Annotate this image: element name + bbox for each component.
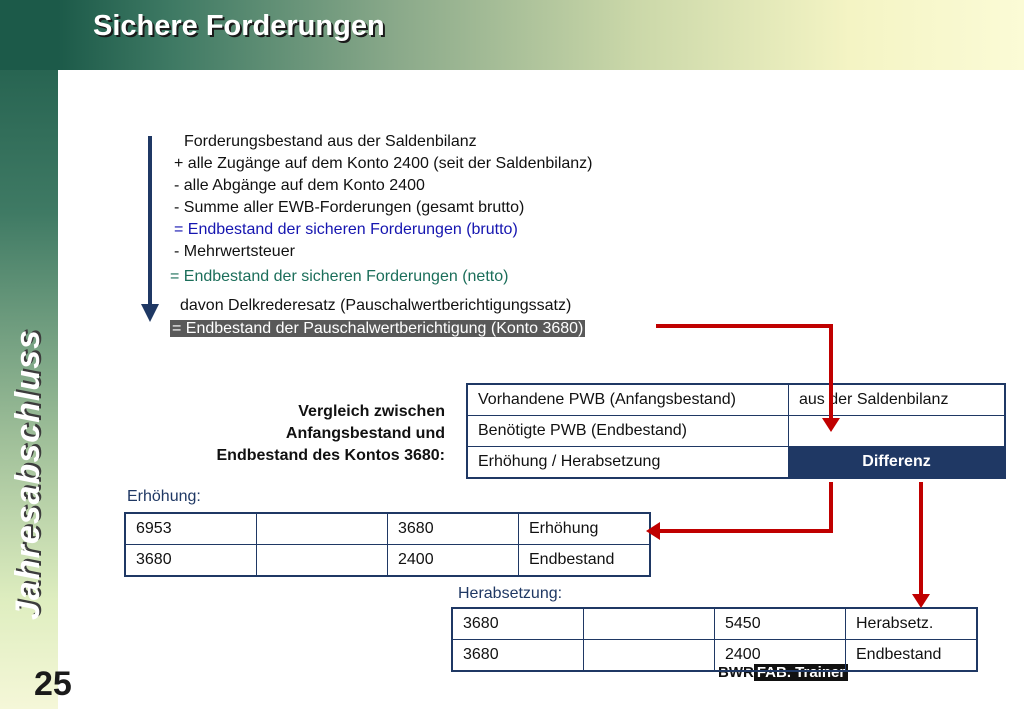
- calc-line-8: davon Delkrederesatz (Pauschalwertberichtigungssatz): [180, 297, 572, 314]
- table-cell: [257, 545, 388, 577]
- down-arrow-icon: [139, 134, 161, 324]
- table-row: [125, 513, 650, 545]
- table-row: [452, 640, 977, 672]
- calc-line-3: - alle Abgänge auf dem Konto 2400: [174, 177, 425, 194]
- table-cell: 2400: [388, 545, 519, 577]
- table-cell: 5450: [715, 608, 846, 640]
- table-cell: Endbestand: [846, 640, 978, 672]
- difference-cell: Differenz: [789, 447, 1006, 479]
- table-cell: [789, 416, 1006, 447]
- table-cell: Endbestand: [519, 545, 651, 577]
- erhoehung-caption: Erhöhung:: [127, 488, 201, 505]
- title-bar-corner: [0, 0, 58, 70]
- slide-title: Sichere Forderungen: [93, 10, 385, 42]
- calc-line-1: Forderungsbestand aus der Saldenbilanz: [184, 133, 477, 150]
- calc-line-7: = Endbestand der sicheren Forderungen (netto): [170, 268, 509, 285]
- red-arrowhead-3-icon: [912, 594, 930, 608]
- table-cell: 3680: [452, 608, 584, 640]
- table-cell: 2400: [715, 640, 846, 672]
- table-cell: 3680: [388, 513, 519, 545]
- page-number: 25: [34, 665, 72, 703]
- calc-line-9-highlight: = Endbestand der Pauschalwertberichtigung (Konto 3680): [172, 320, 584, 337]
- table-row: [467, 416, 1005, 447]
- table-row: [467, 384, 1005, 416]
- table-cell: Benötigte PWB (Endbestand): [467, 416, 789, 447]
- table-cell: 3680: [125, 545, 257, 577]
- table-row: [452, 608, 977, 640]
- table-cell: 3680: [452, 640, 584, 672]
- brand-right: FAB. Trainer: [754, 664, 848, 681]
- calc-line-4: - Summe aller EWB-Forderungen (gesamt brutto): [174, 199, 525, 216]
- table-row: [125, 545, 650, 577]
- pwb-comparison-table: [466, 383, 1006, 479]
- table-cell: 6953: [125, 513, 257, 545]
- calc-line-2: + alle Zugänge auf dem Konto 2400 (seit der Saldenbilanz): [174, 155, 593, 172]
- comparison-label-line-3: Endbestand des Kontos 3680:: [216, 447, 445, 464]
- calc-line-6: - Mehrwertsteuer: [174, 243, 295, 260]
- table-cell: [584, 640, 715, 672]
- red-connector-arrow-2: [658, 482, 831, 531]
- vertical-section-label: Jahresabschluss: [9, 329, 47, 620]
- table-cell: Herabsetz.: [846, 608, 978, 640]
- brand-left: BWR: [718, 664, 754, 681]
- comparison-label-line-1: Vergleich zwischen: [298, 403, 445, 420]
- table-cell: Erhöhung: [519, 513, 651, 545]
- table-cell: [257, 513, 388, 545]
- comparison-label: [150, 401, 445, 467]
- table-cell: aus der Saldenbilanz: [789, 384, 1006, 416]
- calc-line-5: = Endbestand der sicheren Forderungen (brutto): [174, 221, 518, 238]
- table-cell: [584, 608, 715, 640]
- herabsetzung-caption: Herabsetzung:: [458, 585, 563, 602]
- table-cell: Vorhandene PWB (Anfangsbestand): [467, 384, 789, 416]
- erhoehung-booking-table: [124, 512, 651, 577]
- table-row: [467, 447, 1005, 479]
- comparison-label-line-2: Anfangsbestand und: [285, 425, 445, 442]
- herabsetzung-booking-table: [451, 607, 978, 672]
- table-cell: Erhöhung / Herabsetzung: [467, 447, 789, 479]
